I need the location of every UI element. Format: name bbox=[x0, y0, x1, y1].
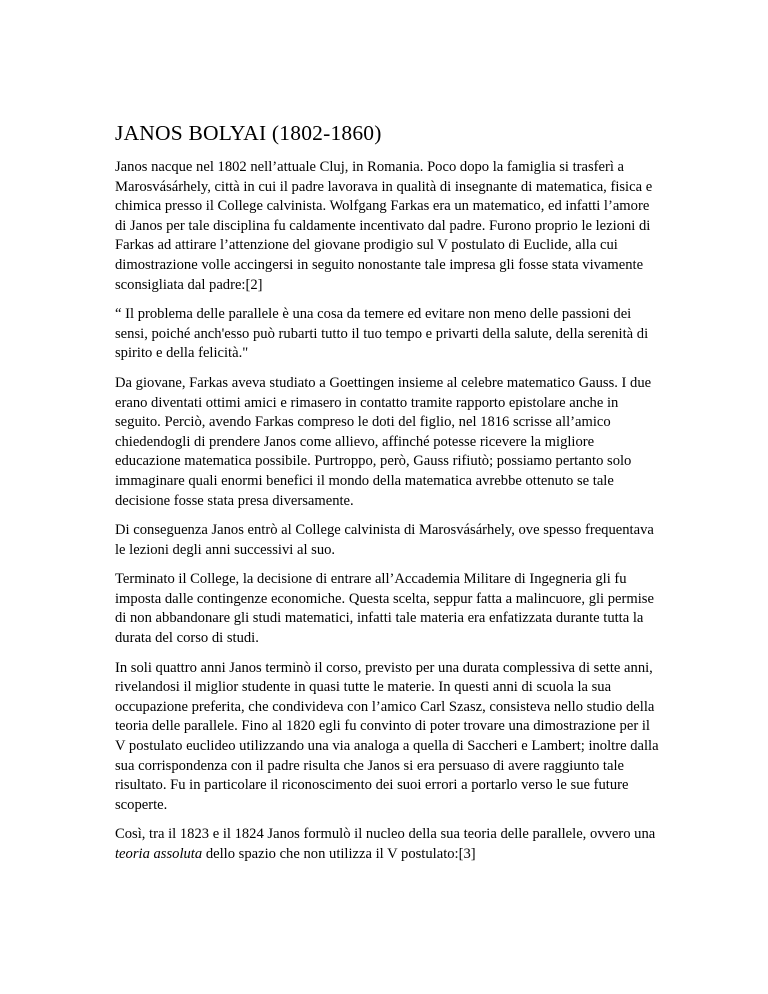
paragraph-theory-text-after: dello spazio che non utilizza il V postulato:[3] bbox=[202, 846, 476, 862]
paragraph-theory bbox=[115, 825, 660, 864]
paragraph-intro: Janos nacque nel 1802 nell’attuale Cluj, in Romania. Poco dopo la famiglia si trasferì a Marosvásárhely, città in cui il padre lavorava in qualità di insegnante di matematica, fisica e chimica presso il College calvinista. Wolfgang Farkas era un matematico, ed infatti l’amore di Janos per tale disciplina fu caldamente incentivato dal padre. Furono proprio le lezioni di Farkas ad attirare l’attenzione del giovane prodigio sul V postulato di Euclide, alla cui dimostrazione volle accingersi in seguito nonostante tale impresa gli fosse stata vivamente sconsigliata dal padre:[2] bbox=[115, 159, 653, 293]
paragraph-theory-italic: teoria assoluta bbox=[115, 846, 203, 862]
paragraph-college: Di conseguenza Janos entrò al College calvinista di Marosvásárhely, ove spesso frequentava le lezioni degli anni successivi al suo. bbox=[115, 522, 654, 558]
paragraph-studies: In soli quattro anni Janos terminò il corso, previsto per una durata complessiva di sette anni, rivelandosi il miglior studente in quasi tutte le materie. In questi anni di scuola la sua occupazione preferita, che condivideva con l’amico Carl Szasz, consisteva nello studio della teoria delle parallele. Fino al 1820 egli fu convinto di poter trovare una dimostrazione per il V postulato euclideo utilizzando una via analoga a quella di Saccheri e Lambert; inoltre dalla sua corrispondenza con il padre risulta che Janos si era persuaso di avere raggiunto tale risultato. Fu in particolare il riconoscimento dei suoi errori a portarlo verso le sue future scoperte. bbox=[115, 659, 659, 813]
paragraph-theory-text-before: Così, tra il 1823 e il 1824 Janos formulò il nucleo della sua teoria delle parallele, ovvero una bbox=[115, 826, 656, 843]
paragraph-academy: Terminato il College, la decisione di entrare all’Accademia Militare di Ingegneria gli fu imposta dalle contingenze economiche. Questa scelta, seppur fatta a malincuore, gli permise di non abbandonare gli studi matematici, infatti tale materia era enfatizzata durante tutta la durata del corso di studi. bbox=[115, 571, 654, 647]
document-page bbox=[115, 120, 660, 875]
paragraph-quote: “ Il problema delle parallele è una cosa da temere ed evitare non meno delle passioni dei sensi, poiché anch'esso può rubarti tutto il tuo tempo e privarti della salute, della serenità di spirito e della felicità." bbox=[115, 306, 649, 362]
paragraph-gauss: Da giovane, Farkas aveva studiato a Goettingen insieme al celebre matematico Gauss. I due erano diventati ottimi amici e rimasero in contatto tramite rapporto epistolare anche in seguito. Perciò, avendo Farkas compreso le doti del figlio, nel 1816 scrisse all’amico chiedendogli di prendere Janos come allievo, affinché potesse ricevere la migliore educazione matematica possibile. Purtroppo, però, Gauss rifiutò; possiamo pertanto solo immaginare quali enormi benefici il mondo della matematica avrebbe ottenuto se tale decisione fosse stata presa diversamente. bbox=[115, 374, 652, 509]
document-title: JANOS BOLYAI (1802-1860) bbox=[115, 121, 382, 145]
